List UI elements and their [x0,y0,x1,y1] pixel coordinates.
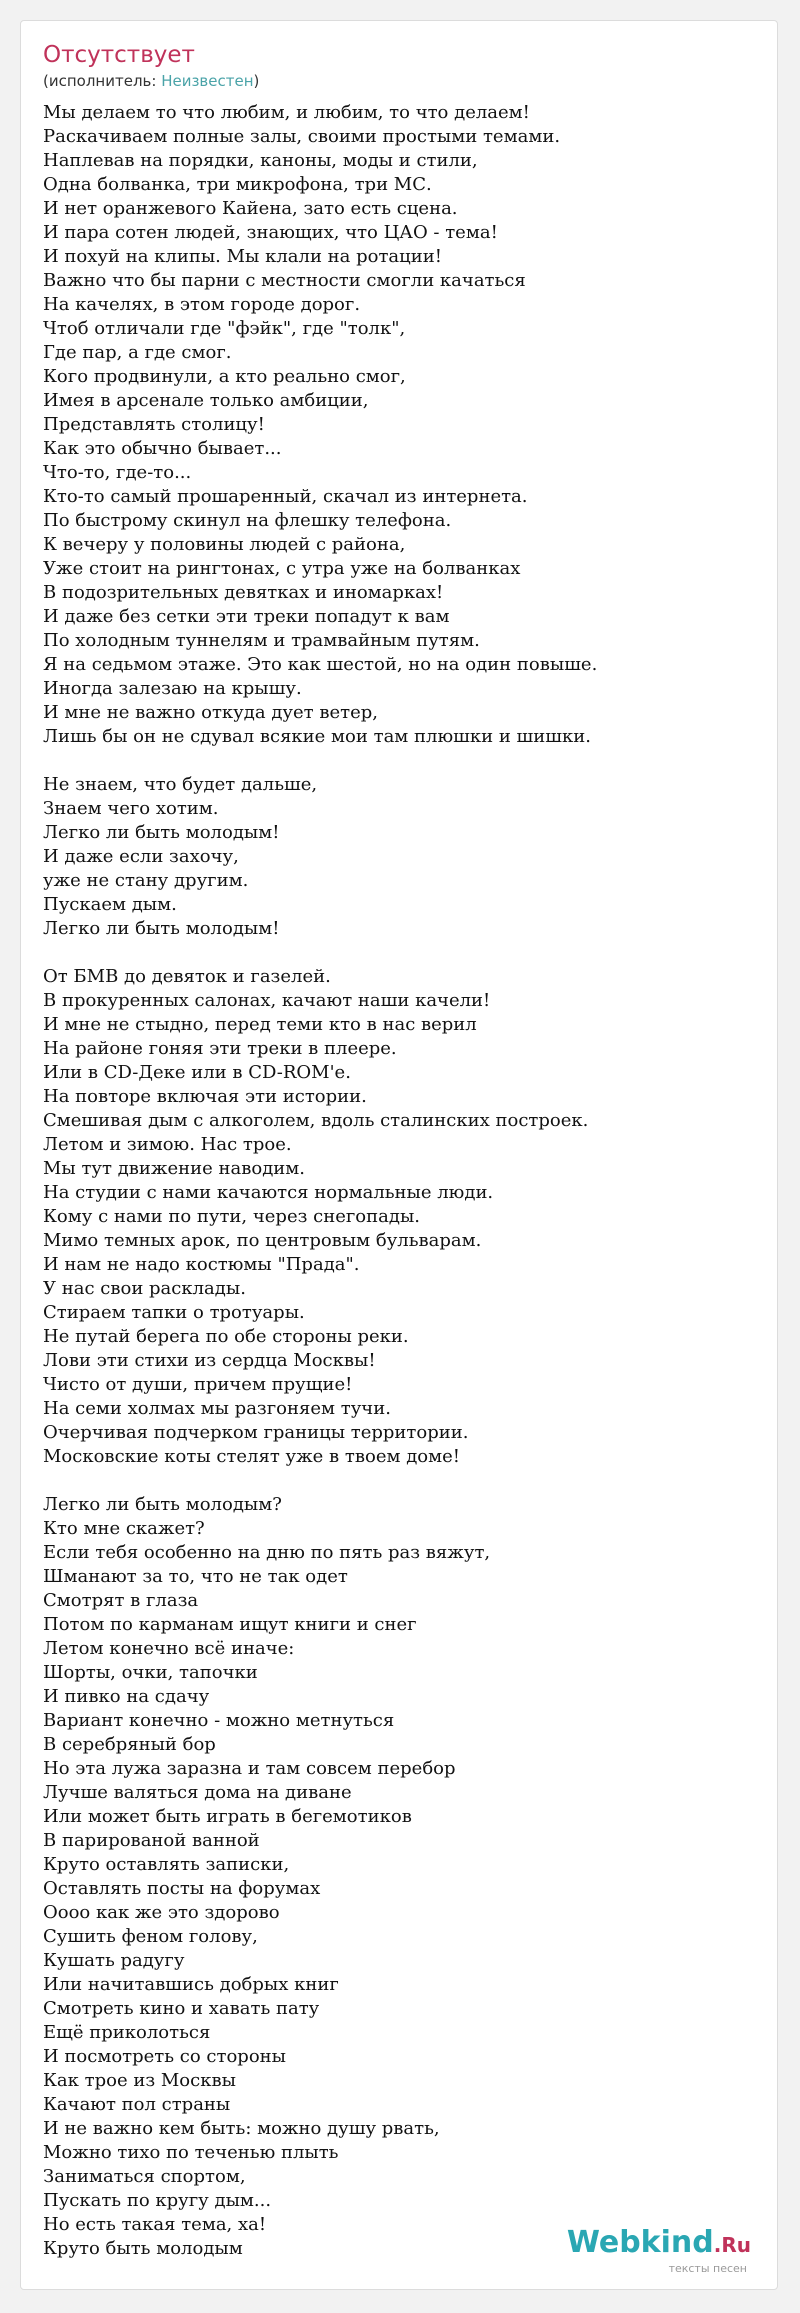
lyric-line: Шманают за то, что не так одет [43,1566,348,1587]
lyric-line: Кого продвинули, а кто реально смог, [43,366,406,387]
lyric-line: В прокуренных салонах, качают наши качели! [43,990,491,1011]
lyric-line: Чтоб отличали где "фэйк", где "толк", [43,318,406,339]
artist-link[interactable]: Неизвестен [161,72,254,90]
lyric-line: И мне не стыдно, перед теми кто в нас верил [43,1014,477,1035]
lyric-line: Кто-то самый прошаренный, скачал из интернета. [43,486,528,507]
lyric-line: Что-то, где-то... [43,462,192,483]
lyric-line: Ещё приколоться [43,2022,211,2043]
lyric-line: уже не стану другим. [43,870,249,891]
lyric-line: Летом и зимою. Нас трое. [43,1134,292,1155]
lyric-line: Наплевав на порядки, каноны, моды и стили, [43,150,478,171]
lyric-line: Шорты, очки, тапочки [43,1662,258,1683]
lyric-line: Очерчивая подчерком границы территории. [43,1422,469,1443]
lyric-line: Можно тихо по теченью плыть [43,2142,339,2163]
lyric-line: Или в CD-Деке или в CD-ROM'е. [43,1062,351,1083]
lyric-line: И даже без сетки эти треки попадут к вам [43,606,450,627]
lyric-line: По холодным туннелям и трамвайным путям. [43,630,480,651]
lyric-line: Лови эти стихи из сердца Москвы! [43,1350,376,1371]
lyric-line: Иногда залезаю на крышу. [43,678,302,699]
lyric-line: Раскачиваем полные залы, своими простыми темами. [43,126,561,147]
lyric-line: Имея в арсенале только амбиции, [43,390,369,411]
lyric-line: На студии с нами качаются нормальные люди. [43,1182,494,1203]
lyric-line: На качелях, в этом городе дорог. [43,294,361,315]
lyric-line: В серебряный бор [43,1734,216,1755]
lyric-line: Если тебя особенно на дню по пять раз вяжут, [43,1542,491,1563]
logo-tagline: тексты песен [668,2262,747,2275]
logo-name: Webkind [566,2225,714,2260]
lyrics-card [20,20,778,2290]
lyric-line: Мы делаем то что любим, и любим, то что делаем! [43,102,530,123]
lyric-line: Но есть такая тема, ха! [43,2214,267,2235]
lyric-line: И посмотреть со стороны [43,2046,286,2067]
lyric-line: Сушить феном голову, [43,1926,258,1947]
lyric-line: На районе гоняя эти треки в плеере. [43,1038,397,1059]
lyric-line: Вариант конечно - можно метнуться [43,1710,395,1731]
lyric-line: Как трое из Москвы [43,2070,236,2091]
lyric-line: Как это обычно бывает... [43,438,282,459]
lyric-line: Или может быть играть в бегемотиков [43,1806,412,1827]
artist-prefix: (исполнитель: [43,72,162,90]
lyric-line: Московские коты стелят уже в твоем доме! [43,1446,461,1467]
lyric-line: В подозрительных девятках и иномарках! [43,582,444,603]
lyric-line: Оооо как же это здорово [43,1902,280,1923]
song-title: Отсутствует [43,42,195,68]
lyric-line: Лишь бы он не сдувал всякие мои там плюшки и шишки. [43,726,591,747]
lyric-line: И нет оранжевого Кайена, зато есть сцена. [43,198,458,219]
stanza-break [43,749,763,773]
lyric-line: Летом конечно всё иначе: [43,1638,295,1659]
logo-tld: .Ru [713,2233,751,2257]
lyric-line: Чисто от души, причем прущие! [43,1374,353,1395]
site-logo[interactable] [567,2227,751,2275]
lyric-line: Потом по карманам ищут книги и снег [43,1614,417,1635]
lyric-line: Я на седьмом этаже. Это как шестой, но на один повыше. [43,654,598,675]
lyric-line: И не важно кем быть: можно душу рвать, [43,2118,440,2139]
lyric-line: Легко ли быть молодым? [43,1494,282,1515]
lyric-line: У нас свои расклады. [43,1278,246,1299]
lyric-line: Не знаем, что будет дальше, [43,774,318,795]
lyric-line: Легко ли быть молодым! [43,822,280,843]
lyric-line: Круто оставлять записки, [43,1854,290,1875]
lyric-line: Или начитавшись добрых книг [43,1974,339,1995]
lyric-line: К вечеру у половины людей с района, [43,534,406,555]
lyric-line: И нам не надо костюмы "Прада". [43,1254,360,1275]
lyric-line: Представлять столицу! [43,414,265,435]
lyric-line: На повторе включая эти истории. [43,1086,367,1107]
lyric-line: По быстрому скинул на флешку телефона. [43,510,452,531]
lyric-line: И похуй на клипы. Мы клали на ротации! [43,246,442,267]
lyric-line: Не путай берега по обе стороны реки. [43,1326,409,1347]
lyric-line: Легко ли быть молодым! [43,918,280,939]
lyric-line: Круто быть молодым [43,2238,243,2259]
lyric-line: Кушать радугу [43,1950,185,1971]
lyric-line: Оставлять посты на форумах [43,1878,321,1899]
lyric-line: Где пар, а где смог. [43,342,232,363]
lyric-line: Смотреть кино и хавать пату [43,1998,320,2019]
logo-wordmark [567,2227,751,2261]
lyric-line: И мне не важно откуда дует ветер, [43,702,378,723]
lyric-line: И пивко на сдачу [43,1686,210,1707]
lyric-line: Пускаем дым. [43,894,177,915]
lyric-line: От БМВ до девяток и газелей. [43,966,331,987]
lyric-line: Заниматься спортом, [43,2166,246,2187]
lyric-line: Кто мне скажет? [43,1518,205,1539]
lyric-line: Пускать по кругу дым... [43,2190,272,2211]
stanza-break [43,1469,763,1493]
artist-suffix: ) [253,72,260,90]
lyric-line: Кому с нами по пути, через снегопады. [43,1206,420,1227]
artist-line [43,71,259,91]
lyric-line: Мимо темных арок, по центровым бульварам. [43,1230,482,1251]
lyric-line: В парированой ванной [43,1830,260,1851]
stanza-break [43,941,763,965]
lyric-line: Важно что бы парни с местности смогли качаться [43,270,526,291]
lyric-line: Смотрят в глаза [43,1590,199,1611]
lyric-line: И даже если захочу, [43,846,239,867]
lyric-line: Уже стоит на рингтонах, с утра уже на болванках [43,558,521,579]
lyric-line: Знаем чего хотим. [43,798,219,819]
lyric-line: Качают пол страны [43,2094,231,2115]
lyric-line: Одна болванка, три микрофона, три МС. [43,174,432,195]
lyric-line: Мы тут движение наводим. [43,1158,306,1179]
lyric-line: На семи холмах мы разгоняем тучи. [43,1398,391,1419]
lyric-line: Лучше валяться дома на диване [43,1782,352,1803]
lyric-line: И пара сотен людей, знающих, что ЦАО - тема! [43,222,498,243]
lyric-line: Смешивая дым с алкоголем, вдоль сталинских построек. [43,1110,589,1131]
lyric-line: Но эта лужа заразна и там совсем перебор [43,1758,456,1779]
lyric-line: Стираем тапки о тротуары. [43,1302,305,1323]
lyrics-text [43,101,763,2261]
